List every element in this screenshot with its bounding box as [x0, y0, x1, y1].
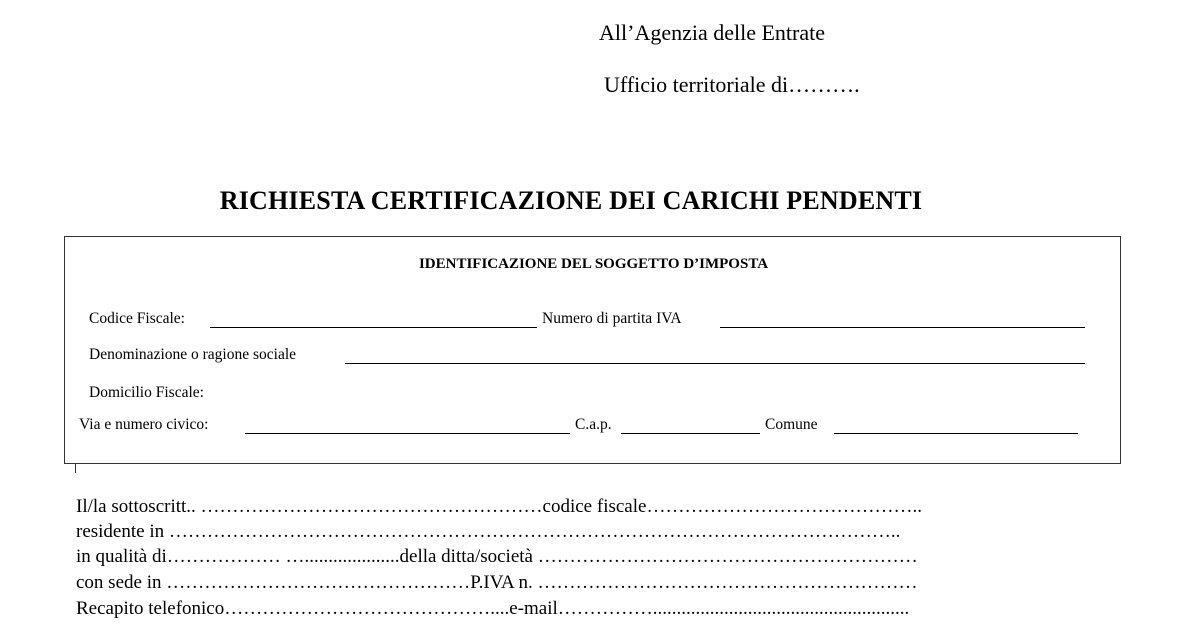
denominazione-label: Denominazione o ragione sociale: [89, 346, 297, 363]
cap-field[interactable]: [621, 433, 760, 434]
declaration-line-contact: Recapito telefonico……………………………………....e-mail……………......................................................: [76, 598, 910, 619]
partita-iva-field[interactable]: [720, 327, 1085, 328]
identification-heading: IDENTIFICAZIONE DEL SOGGETTO D’IMPOSTA: [418, 256, 769, 272]
codice-fiscale-label: Codice Fiscale:: [89, 310, 185, 327]
margin-tick: [75, 463, 76, 473]
addressee-line: All’Agenzia delle Entrate: [599, 20, 826, 45]
domicilio-fiscale-label: Domicilio Fiscale:: [89, 384, 204, 401]
via-label: Via e numero civico:: [79, 416, 209, 433]
comune-label: Comune: [765, 416, 818, 433]
identification-box: [64, 236, 1121, 464]
comune-field[interactable]: [834, 433, 1078, 434]
declaration-line-signer: Il/la sottoscritt.. ………………………………………………codice fiscale……………………………………..: [76, 496, 922, 517]
declaration-line-role: in qualità di……………… …....................della ditta/società ……………………………………………………: [76, 546, 918, 567]
page-title: RICHIESTA CERTIFICAZIONE DEI CARICHI PENDENTI: [219, 186, 923, 215]
codice-fiscale-field[interactable]: [210, 327, 537, 328]
denominazione-field[interactable]: [345, 363, 1085, 364]
via-field[interactable]: [245, 433, 570, 434]
cap-label: C.a.p.: [575, 416, 612, 433]
declaration-line-residence: residente in ……………………………………………………………………………………………………..: [76, 521, 901, 542]
office-line: Ufficio territoriale di……….: [604, 72, 860, 97]
declaration-line-seat: con sede in …………………………………………P.IVA n. ……………………………………………………: [76, 572, 918, 593]
partita-iva-label: Numero di partita IVA: [542, 310, 682, 327]
